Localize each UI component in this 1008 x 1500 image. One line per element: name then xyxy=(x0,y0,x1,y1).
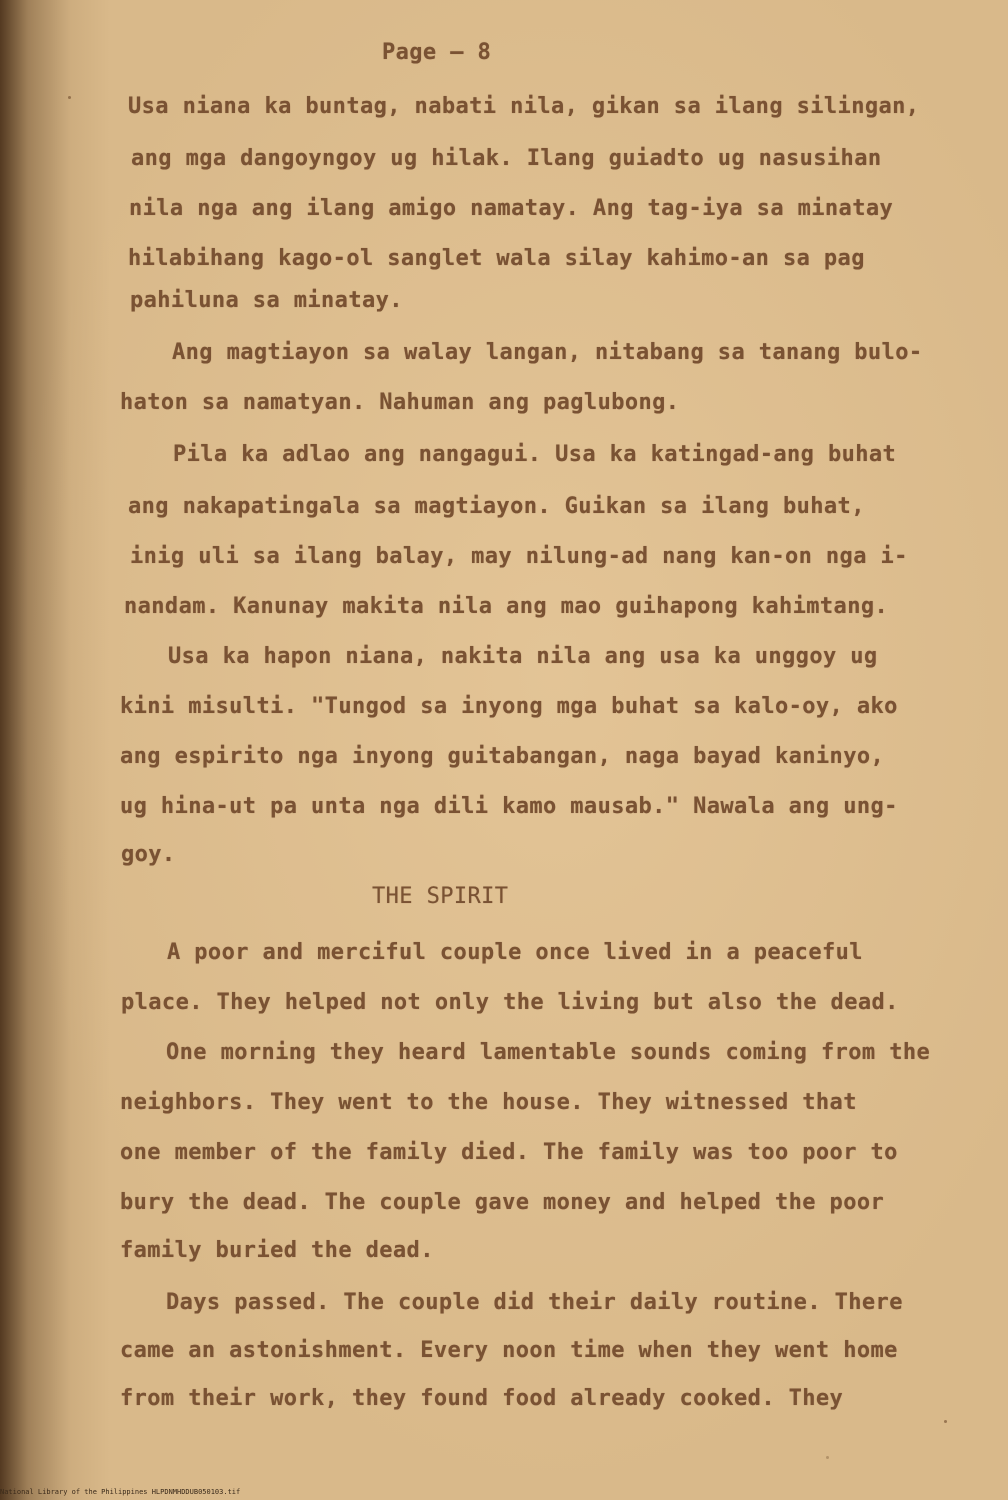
text-line: nandam. Kanunay makita nila ang mao guihapong kahimtang. xyxy=(124,594,889,619)
text-line: One morning they heard lamentable sounds coming from the xyxy=(166,1040,931,1065)
text-line: ug hina-ut pa unta nga dili kamo mausab." Nawala ang ung- xyxy=(120,794,898,819)
section-heading: THE SPIRIT xyxy=(372,884,509,909)
text-line: hilabihang kago-ol sanglet wala silay kahimo-an sa pag xyxy=(128,246,865,271)
text-line: Pila ka adlao ang nangagui. Usa ka katingad-ang buhat xyxy=(173,442,897,467)
text-line: Usa ka hapon niana, nakita nila ang usa ka unggoy ug xyxy=(168,644,878,669)
text-line: goy. xyxy=(121,842,176,867)
text-line: inig uli sa ilang balay, may nilung-ad nang kan-on nga i- xyxy=(130,544,908,569)
paper-speck xyxy=(826,1456,829,1459)
text-line: nila nga ang ilang amigo namatay. Ang tag-iya sa minatay xyxy=(129,196,894,221)
text-line: ang nakapatingala sa magtiayon. Guikan sa ilang buhat, xyxy=(128,494,865,519)
paper-speck xyxy=(944,1420,947,1423)
paper-speck xyxy=(68,96,71,99)
text-line: A poor and merciful couple once lived in a peaceful xyxy=(167,940,863,965)
text-line: Ang magtiayon sa walay langan, nitabang sa tanang bulo- xyxy=(172,340,923,365)
page-number-header: Page — 8 xyxy=(382,40,492,65)
text-line: kini misulti. "Tungod sa inyong mga buhat sa kalo-oy, ako xyxy=(120,694,898,719)
text-line: ang espirito nga inyong guitabangan, naga bayad kaninyo, xyxy=(120,744,885,769)
text-line: Usa niana ka buntag, nabati nila, gikan sa ilang silingan, xyxy=(128,94,920,119)
scan-footer-caption: National Library of the Philippines HLPDNMHDDUB050103.tif xyxy=(0,1488,241,1496)
text-line: family buried the dead. xyxy=(120,1238,434,1263)
text-line: came an astonishment. Every noon time when they went home xyxy=(120,1338,898,1363)
text-line: Days passed. The couple did their daily routine. There xyxy=(166,1290,903,1315)
text-line: pahiluna sa minatay. xyxy=(130,288,403,313)
text-line: place. They helped not only the living but also the dead. xyxy=(121,990,899,1015)
text-line: bury the dead. The couple gave money and helped the poor xyxy=(120,1190,885,1215)
text-line: neighbors. They went to the house. They witnessed that xyxy=(120,1090,857,1115)
text-line: ang mga dangoyngoy ug hilak. Ilang guiadto ug nasusihan xyxy=(131,146,882,171)
text-line: haton sa namatyan. Nahuman ang paglubong. xyxy=(120,390,680,415)
text-line: one member of the family died. The family was too poor to xyxy=(120,1140,898,1165)
text-line: from their work, they found food already cooked. They xyxy=(120,1386,844,1411)
